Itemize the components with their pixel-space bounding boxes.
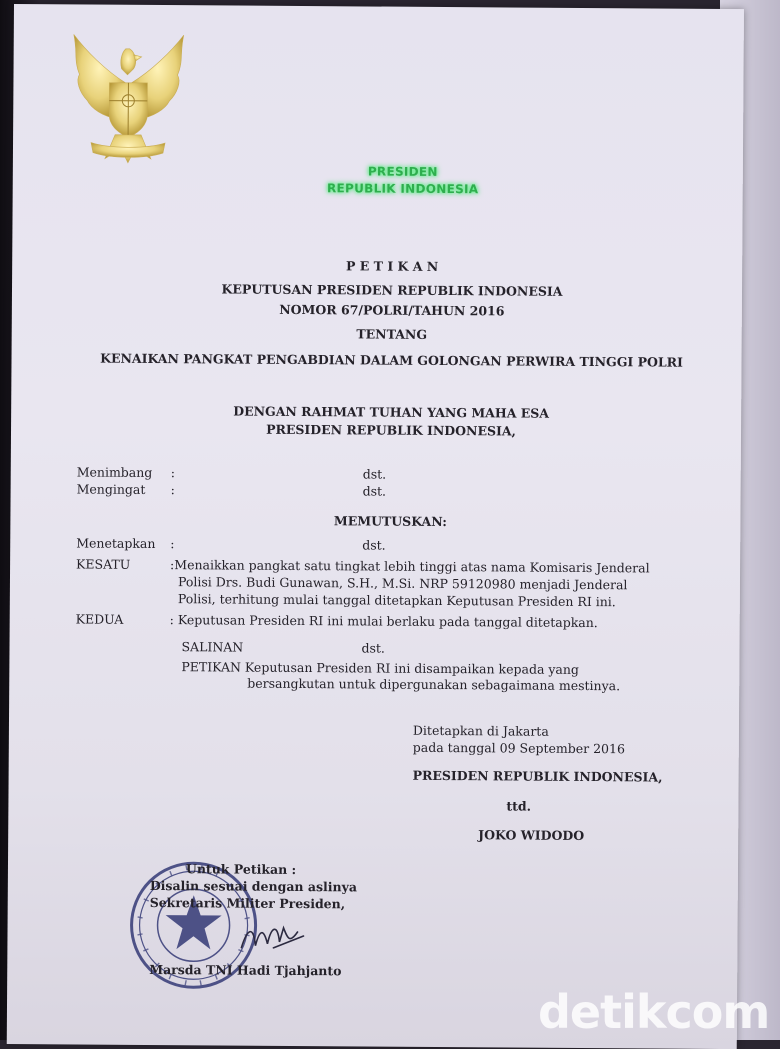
closing-name: JOKO WIDODO — [478, 827, 584, 843]
menimbang-colon: : — [171, 465, 175, 480]
title-nomor: NOMOR 67/POLRI/TAHUN 2016 — [12, 300, 772, 320]
title-petikan: P E T I K A N — [12, 256, 772, 276]
title-rahmat: DENGAN RAHMAT TUHAN YANG MAHA ESA — [11, 402, 771, 422]
certification-line-3: Sekretaris Militer Presiden, — [150, 895, 345, 911]
salinan-petikan-line-2: bersangkutan untuk dipergunakan sebagaimana mestinya. — [247, 676, 620, 694]
title-subject: KENAIKAN PANGKAT PENGABDIAN DALAM GOLONGAN PERWIRA TINGGI POLRI — [11, 350, 771, 370]
mengingat-dst: dst. — [363, 483, 387, 498]
mengingat-label: Mengingat — [77, 481, 146, 496]
certification-name: Marsda TNI Hadi Tjahjanto — [149, 962, 341, 978]
menetapkan-colon: : — [170, 536, 174, 551]
menetapkan-dst: dst. — [362, 537, 386, 552]
title-presiden: PRESIDEN REPUBLIK INDONESIA, — [11, 420, 771, 440]
kesatu-line-3: Polisi, terhitung mulai tanggal ditetapkan Keputusan Presiden RI ini. — [178, 591, 616, 609]
detikcom-watermark: detikcom — [538, 985, 769, 1039]
closing-place: Ditetapkan di Jakarta — [413, 723, 549, 739]
salinan-dst: dst. — [361, 640, 385, 655]
closing-ttd: ttd. — [506, 798, 531, 813]
menimbang-dst: dst. — [363, 466, 387, 481]
kesatu-label: KESATU — [76, 556, 130, 571]
menimbang-label: Menimbang — [77, 464, 153, 480]
header-republik: REPUBLIK INDONESIA — [13, 179, 780, 198]
salinan-petikan-line-1: PETIKAN Keputusan Presiden RI ini disampaikan kepada yang — [181, 659, 579, 677]
document-page — [7, 4, 744, 1049]
closing-president: PRESIDEN REPUBLIK INDONESIA, — [413, 768, 663, 785]
kedua-label: KEDUA — [76, 611, 124, 626]
certification-line-1: Untuk Petikan : — [186, 861, 296, 877]
certification-line-2: Disalin sesuai dengan aslinya — [150, 878, 357, 894]
title-keputusan: KEPUTUSAN PRESIDEN REPUBLIK INDONESIA — [12, 280, 772, 300]
mengingat-colon: : — [171, 482, 175, 497]
closing-date: pada tanggal 09 September 2016 — [413, 740, 625, 756]
kesatu-line-1: :Menaikkan pangkat satu tingkat lebih tinggi atas nama Komisaris Jenderal — [170, 557, 650, 575]
garuda-emblem-icon — [65, 30, 192, 167]
title-tentang: TENTANG — [12, 324, 772, 344]
menetapkan-label: Menetapkan — [76, 535, 155, 551]
kedua-text: : Keputusan Presiden RI ini mulai berlaku pada tanggal ditetapkan. — [170, 612, 598, 630]
kesatu-line-2: Polisi Drs. Budi Gunawan, S.H., M.Si. NRP 59120980 menjadi Jenderal — [178, 574, 628, 592]
memutuskan-heading: MEMUTUSKAN: — [10, 511, 770, 531]
header-presiden: PRESIDEN — [13, 162, 780, 181]
salinan-label: SALINAN — [181, 639, 243, 654]
signature-icon — [237, 918, 307, 958]
